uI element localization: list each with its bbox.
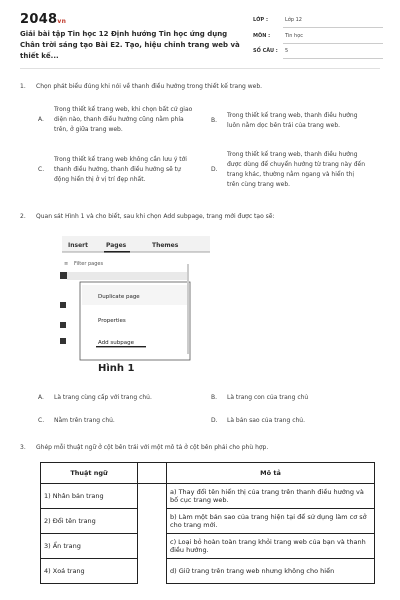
option-text: Trong thiết kế trang web, khi chọn bất cứ giao diện nào, thanh điều hướng cũng nằm phía trên, ở giữa trang web. — [54, 106, 193, 133]
question-3 — [20, 444, 268, 451]
header-divider — [20, 68, 380, 69]
meta-value: Tin học — [285, 33, 304, 39]
logo-suffix: vn — [57, 18, 67, 25]
question-number: 3. — [20, 444, 26, 451]
option-letter: B. — [211, 394, 218, 401]
term-cell: 3) Ẩn trang — [41, 534, 138, 559]
option-letter: A. — [38, 116, 44, 123]
filter-icon[interactable]: ≡ — [64, 261, 69, 267]
term-cell: 4) Xoá trang — [41, 559, 138, 584]
menu-item-add-subpage[interactable]: Add subpage — [98, 340, 134, 346]
menu-tab-themes[interactable]: Themes — [152, 242, 179, 249]
description-cell: d) Giữ trang trên trang web nhưng không cho hiển — [167, 559, 375, 584]
meta-key: LỚP : — [253, 17, 268, 23]
header-term: Thuật ngữ — [41, 463, 138, 484]
option-text: Là trang con của trang chủ — [227, 394, 309, 401]
table-header-row — [41, 463, 375, 484]
option-text: Trong thiết kế trang web, thanh điều hướng luôn nằm dọc bên trái của trang web. — [227, 112, 358, 129]
question-text: Ghép mỗi thuật ngữ ở cột bên trái với một mô tả ở cột bên phải cho phù hợp. — [36, 444, 269, 451]
table-row — [41, 484, 375, 509]
logo-text: 2048 — [20, 12, 58, 27]
term-cell: 2) Đổi tên trang — [41, 509, 138, 534]
question-number: 1. — [20, 83, 26, 90]
menu-item-duplicate-page[interactable]: Duplicate page — [98, 294, 140, 300]
filter-pages-label: Filter pages — [74, 261, 104, 267]
header-description: Mô tả — [167, 463, 375, 484]
meta-subject — [253, 33, 383, 39]
question-text: Chọn phát biểu đúng khi nói về thanh điều hướng trong thiết kế trang web. — [36, 83, 263, 90]
page-title: Giải bài tập Tin học 12 Định hướng Tin học ứng dụng Chân trời sáng tạo Bài E2. Tạo, hiệu chỉnh trang web và thiết kế... — [20, 30, 240, 60]
meta-key: SỐ CÂU : — [253, 48, 278, 54]
question-2 — [20, 213, 275, 220]
figure-1-screenshot — [60, 234, 210, 369]
question-text: Quan sát Hình 1 và cho biết, sau khi chọn Add subpage, trang mới được tạo sẽ: — [36, 213, 275, 220]
meta-question-count — [253, 48, 383, 54]
option-text: Là trang cùng cấp với trang chủ. — [54, 394, 152, 401]
meta-key: MÔN : — [253, 33, 271, 39]
option-letter: D. — [211, 166, 218, 173]
site-logo[interactable] — [20, 12, 66, 27]
option-text: Trong thiết kế trang web không cần lưu ý tới thanh điều hướng, thanh điều hướng sẽ tự động hiển thị ở vị trí đẹp nhất. — [54, 156, 187, 183]
matching-table — [40, 462, 375, 584]
option-letter: B. — [211, 117, 218, 124]
table-row — [41, 509, 375, 534]
meta-grade — [253, 17, 383, 23]
page-header — [0, 0, 400, 70]
description-cell: a) Thay đổi tên hiển thị của trang trên thanh điều hướng và bố cục trang web. — [167, 484, 375, 509]
meta-value: Lớp 12 — [285, 17, 302, 23]
home-icon — [60, 272, 67, 279]
description-cell: b) Làm một bản sao của trang hiện tại để sử dụng làm cơ sở cho trang mới. — [167, 509, 375, 534]
option-letter: C. — [38, 166, 45, 173]
figure-1-caption: Hình 1 — [98, 363, 135, 374]
term-cell: 1) Nhân bản trang — [41, 484, 138, 509]
option-letter: C. — [38, 417, 45, 424]
option-letter: D. — [211, 417, 218, 424]
menu-tab-pages[interactable]: Pages — [106, 242, 127, 249]
description-cell: c) Loại bỏ hoàn toàn trang khỏi trang web của bạn và thanh điều hướng. — [167, 534, 375, 559]
question-1 — [20, 83, 262, 90]
menu-tab-insert[interactable]: Insert — [68, 242, 88, 249]
table-row — [41, 559, 375, 584]
menu-item-properties[interactable]: Properties — [98, 318, 126, 324]
option-text: Nằm trên trang chủ. — [54, 417, 115, 424]
meta-value: 5 — [285, 48, 289, 54]
table-row — [41, 534, 375, 559]
question-number: 2. — [20, 213, 26, 220]
option-letter: A. — [38, 394, 44, 401]
option-text: Trong thiết kế trang web, thanh điều hướng được dùng để chuyển hướng từ trang này đến trang khác, thường nằm ngang và hiển thị trên cùng trang web. — [227, 151, 365, 188]
option-text: Là bản sao của trang chủ. — [227, 417, 306, 424]
